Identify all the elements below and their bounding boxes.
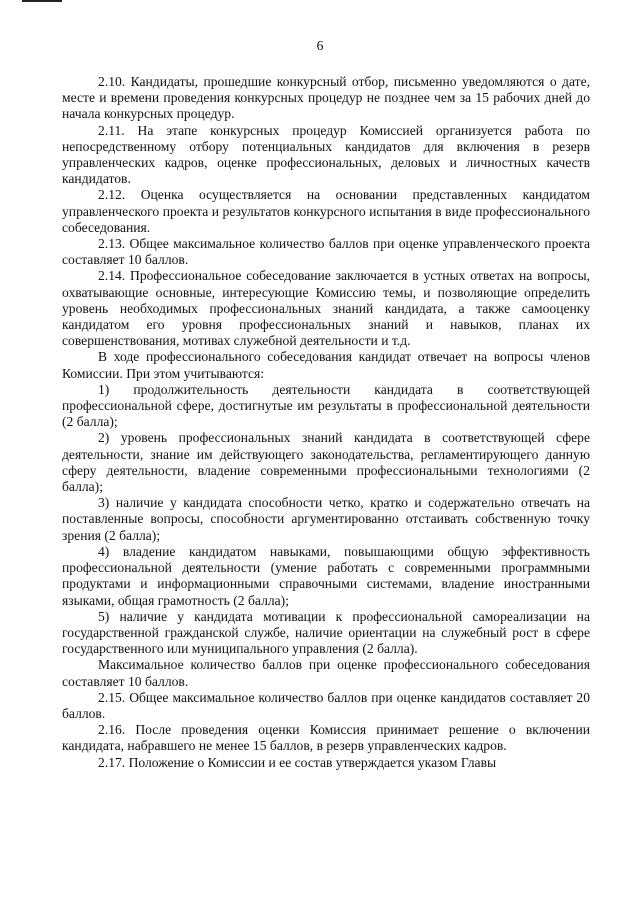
paragraph-interview-max-score: Максимальное количество баллов при оценке профессионального собеседования составляет 10 баллов. (62, 657, 590, 689)
paragraph-2-10: 2.10. Кандидаты, прошедшие конкурсный отбор, письменно уведомляются о дате, месте и времени проведения конкурсных процедур не позднее чем за 15 рабочих дней до начала конкурсных процедур. (62, 74, 590, 122)
paragraph-2-17: 2.17. Положение о Комиссии и ее состав утверждается указом Главы (98, 754, 497, 770)
paragraph-interview-intro: В ходе профессионального собеседования кандидат отвечает на вопросы членов Комиссии. При этом учитываются: (62, 349, 590, 381)
paragraph-2-13: 2.13. Общее максимальное количество баллов при оценке управленческого проекта составляет 10 баллов. (62, 236, 590, 268)
paragraph-2-16: 2.16. После проведения оценки Комиссия принимает решение о включении кандидата, набравшего не менее 15 баллов, в резерв управленческих кадров. (62, 722, 590, 754)
criterion-2: 2) уровень профессиональных знаний кандидата в соответствующей сфере деятельности, знание им действующего законодательства, регламентирующего данную сферу деятельности, владение современными профессиональными технологиями (2 балла); (62, 430, 590, 495)
criterion-3: 3) наличие у кандидата способности четко, кратко и содержательно отвечать на поставленные вопросы, способности аргументированно отстаивать собственную точку зрения (2 балла); (62, 495, 590, 543)
paragraph-2-11: 2.11. На этапе конкурсных процедур Комиссией организуется работа по непосредственному отбору потенциальных кандидатов для включения в резерв управленческих кадров, оценке профессиональных, деловых и личностных качеств кандидатов. (62, 122, 590, 187)
criterion-5: 5) наличие у кандидата мотивации к профессиональной самореализации на государственной гражданской службе, наличие ориентации на служебный рост в сфере государственного или муниципального управления (2 балла). (62, 608, 590, 657)
page-number: 6 (316, 38, 324, 53)
paragraph-2-12: 2.12. Оценка осуществляется на основании представленных кандидатом управленческого проекта и результатов конкурсного испытания в виде профессионального собеседования. (62, 187, 590, 235)
criterion-4: 4) владение кандидатом навыками, повышающими общую эффективность профессиональной деятельности (умение работать с современными программными продуктами и информационными справочными системами, владение иностранными языками, общая грамотность (2 балла); (62, 543, 590, 608)
paragraph-2-14: 2.14. Профессиональное собеседование заключается в устных ответах на вопросы, охватывающие основные, интересующие Комиссию темы, и позволяющие определить уровень необходимых профессиональных знаний кандидата, а также самооценку кандидатом его уровня профессиональных знаний и навыков, планах их совершенствования, мотивах служебной деятельности и т.д. (62, 268, 590, 349)
paragraph-2-15: 2.15. Общее максимальное количество баллов при оценке кандидатов составляет 20 баллов. (62, 689, 590, 721)
criterion-1: 1) продолжительность деятельности кандидата в соответствующей профессиональной сфере, достигнутые им результаты в профессиональной деятельности (2 балла); (62, 381, 590, 430)
document-body (62, 74, 590, 771)
scan-edge-mark (22, 0, 62, 2)
